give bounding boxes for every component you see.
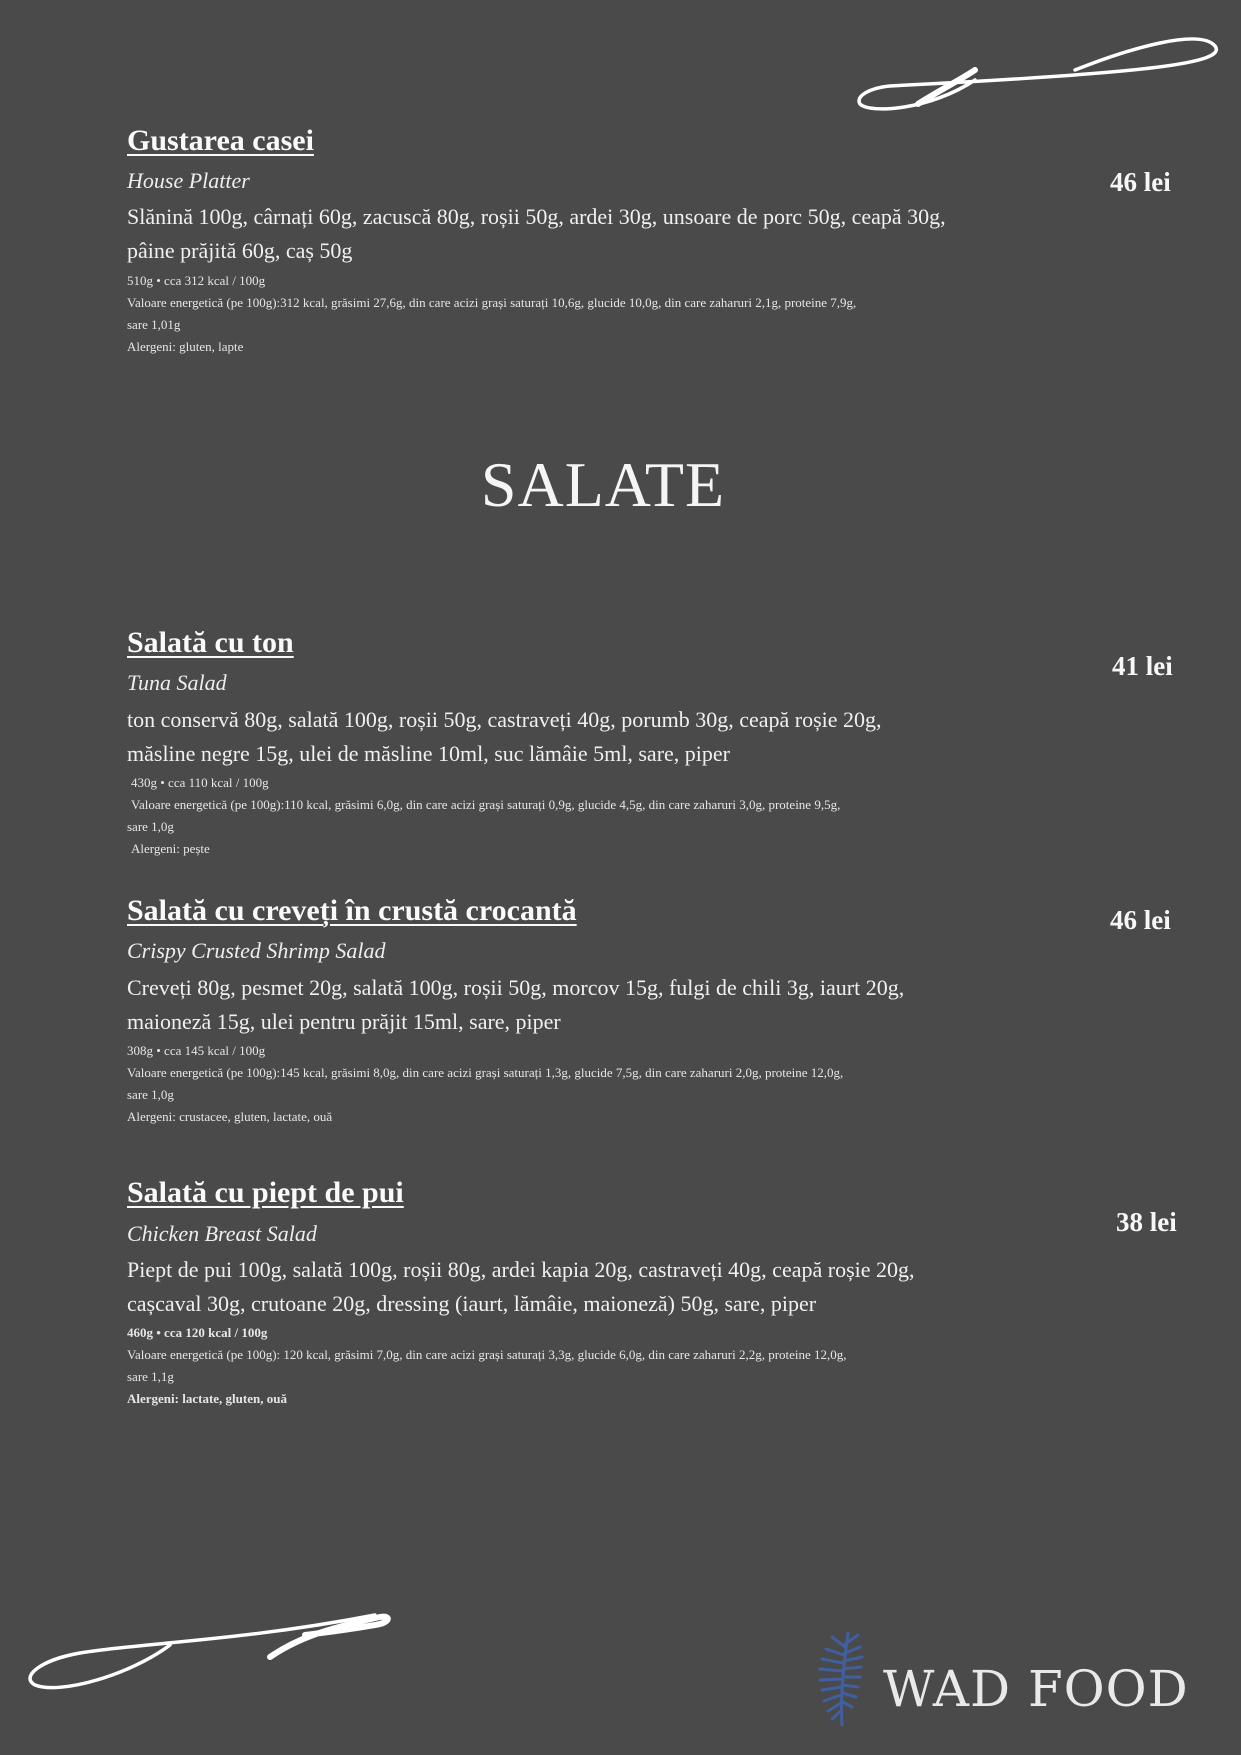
item-nutrition [127, 1040, 1007, 1128]
item-price: 38 lei [1116, 1207, 1177, 1237]
item-description-line: Piept de pui 100g, salată 100g, roșii 80g, ardei kapia 20g, castraveți 40g, ceapă roșie 20g, [127, 1257, 915, 1282]
item-price: 46 lei [1110, 167, 1171, 197]
item-weight: 510g • cca 312 kcal / 100g [127, 273, 266, 288]
item-nutrition-line: Valoare energetică (pe 100g):312 kcal, grăsimi 27,6g, din care acizi grași saturați 10,6g, glucide 10,0g, din care zaharuri 2,1g, proteine 7,9g, [127, 295, 857, 310]
item-price: 46 lei [1110, 905, 1171, 935]
item-nutrition-line: sare 1,0g [127, 1087, 174, 1102]
item-title: Salată cu ton [127, 626, 294, 659]
item-subtitle: Crispy Crusted Shrimp Salad [127, 938, 386, 963]
item-nutrition-line: Valoare energetică (pe 100g):110 kcal, grăsimi 6,0g, din care acizi grași saturați 0,9g, glucide 4,5g, din care zaharuri 3,0g, proteine 9,5g, [131, 797, 841, 812]
item-description [127, 971, 1027, 1039]
item-nutrition [127, 772, 1007, 860]
plant-sprig-icon [812, 1625, 872, 1730]
item-nutrition-line: sare 1,1g [127, 1369, 174, 1384]
item-allergens: Alergeni: lactate, gluten, ouă [127, 1391, 287, 1406]
flourish-icon [20, 1605, 395, 1710]
item-description [127, 703, 1027, 771]
item-description-line: pâine prăjită 60g, caș 50g [127, 238, 353, 263]
item-nutrition [127, 1322, 1007, 1410]
item-description-line: cașcaval 30g, crutoane 20g, dressing (iaurt, lămâie, maioneză) 50g, sare, piper [127, 1291, 817, 1316]
item-description-line: Creveți 80g, pesmet 20g, salată 100g, roșii 50g, morcov 15g, fulgi de chili 3g, iaurt 20g, [127, 975, 905, 1000]
flourish-icon [850, 18, 1225, 118]
item-description [127, 200, 1027, 268]
item-title: Gustarea casei [127, 124, 314, 157]
item-subtitle: House Platter [127, 168, 250, 193]
item-nutrition [127, 270, 1007, 358]
item-description-line: ton conservă 80g, salată 100g, roșii 50g, castraveți 40g, porumb 30g, ceapă roșie 20g, [127, 707, 882, 732]
item-subtitle: Chicken Breast Salad [127, 1221, 317, 1246]
item-nutrition-line: sare 1,0g [127, 819, 174, 834]
item-subtitle: Tuna Salad [127, 670, 227, 695]
item-nutrition-line: Valoare energetică (pe 100g): 120 kcal, grăsimi 7,0g, din care acizi grași saturați 3,3g, glucide 6,0g, din care zaharuri 2,2g, proteine 12,0g, [127, 1347, 847, 1362]
item-weight: 308g • cca 145 kcal / 100g [127, 1043, 266, 1058]
item-weight: 460g • cca 120 kcal / 100g [127, 1325, 268, 1340]
item-allergens: Alergeni: gluten, lapte [127, 339, 244, 354]
item-description-line: maioneză 15g, ulei pentru prăjit 15ml, sare, piper [127, 1009, 561, 1034]
item-nutrition-line: Valoare energetică (pe 100g):145 kcal, grăsimi 8,0g, din care acizi grași saturați 1,3g, glucide 7,5g, din care zaharuri 2,0g, proteine 12,0g, [127, 1065, 844, 1080]
item-allergens: Alergeni: crustacee, gluten, lactate, ouă [127, 1109, 333, 1124]
item-nutrition-line: sare 1,01g [127, 317, 181, 332]
item-price: 41 lei [1112, 651, 1173, 681]
section-title: SALATE [480, 449, 726, 520]
item-weight: 430g • cca 110 kcal / 100g [131, 775, 269, 790]
item-title: Salată cu piept de pui [127, 1176, 404, 1209]
item-title: Salată cu creveți în crustă crocantă [127, 894, 577, 927]
item-allergens: Alergeni: pește [131, 841, 210, 856]
brand-name: WAD FOOD [883, 1660, 1189, 1718]
item-description [127, 1253, 1027, 1321]
item-description-line: măsline negre 15g, ulei de măsline 10ml, suc lămâie 5ml, sare, piper [127, 741, 730, 766]
item-description-line: Slănină 100g, cârnați 60g, zacuscă 80g, roșii 50g, ardei 30g, unsoare de porc 50g, ceapă 30g, [127, 204, 946, 229]
